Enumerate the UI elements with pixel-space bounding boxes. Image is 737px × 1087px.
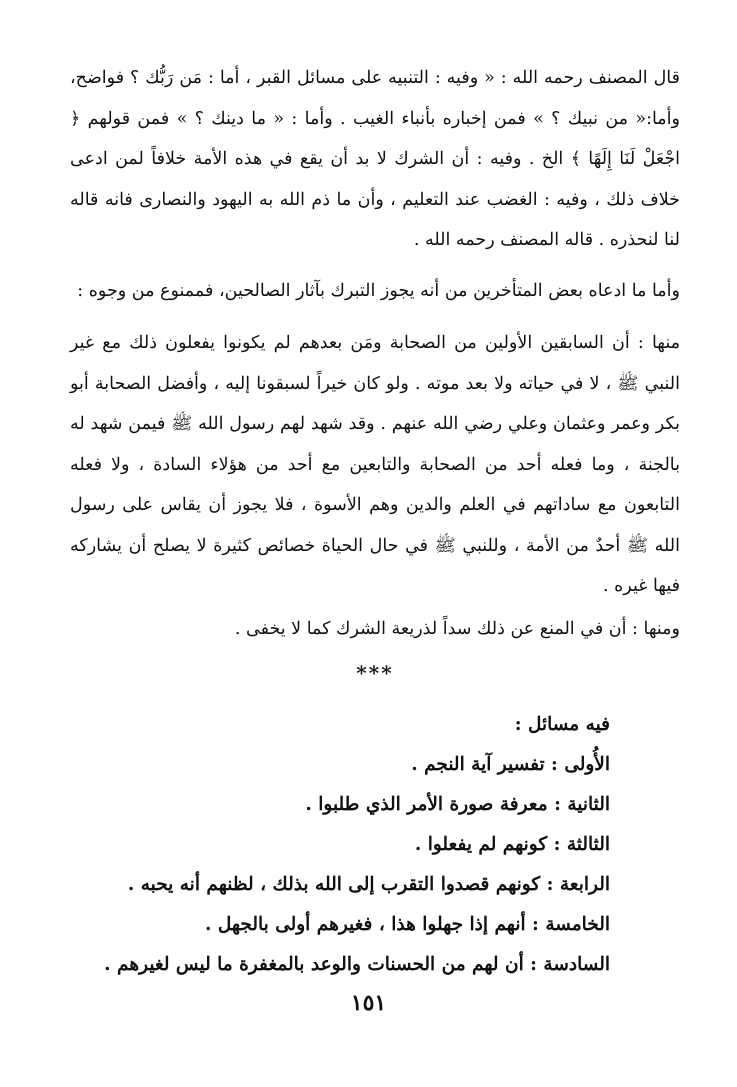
issue-item: الأُولى : تفسير آية النجم . xyxy=(411,754,610,775)
issue-item: الرابعة : كونهم قصدوا التقرب إلى الله بذلك ، لظنهم أنه يحبه . xyxy=(127,874,610,895)
page-body xyxy=(70,58,680,985)
issues-list xyxy=(70,705,610,985)
issue-item: السادسة : أن لهم من الحسنات والوعد بالمغفرة ما ليس لغيرهم . xyxy=(104,954,610,975)
paragraph-second-reason: ومنها : أن في المنع عن ذلك سداً لذريعة الشرك كما لا يخفى . xyxy=(234,618,680,639)
issue-item: الخامسة : أنهم إذا جهلوا هذا ، فغيرهم أولى بالجهل . xyxy=(204,914,610,935)
paragraph-author-comment: قال المصنف رحمه الله : « وفيه : التنبيه على مسائل القبر ، أما : مَن رَبُّك ؟ فواضح، وأما:« من نبيك ؟ » فمن إخباره بأنباء الغيب . وأما : « ما دينك ؟ » فمن قولهم ﴿ اجْعَلْ لَنَا إِلَهًا ﴾ الخ . وفيه : أن الشرك لا بد أن يقع في هذه الأمة خلافاً لمن ادعى خلاف ذلك ، وفيه : الغضب عند التعليم ، وأن ما ذم الله به اليهود والنصارى فانه قاله لنا لنحذره . قاله المصنف رحمه الله . xyxy=(70,68,680,250)
issue-item: الثانية : معرفة صورة الأمر الذي طلبوا . xyxy=(305,794,610,815)
page-number: ١٥١ xyxy=(350,990,387,1016)
paragraph-tabarruk-claim: وأما ما ادعاه بعض المتأخرين من أنه يجوز التبرك بآثار الصالحين، فممنوع من وجوه : xyxy=(77,280,680,301)
issues-title: فيه مسائل : xyxy=(514,714,610,735)
issue-item: الثالثة : كونهم لم يفعلوا . xyxy=(414,834,610,855)
paragraph-first-reason: منها : أن السابقين الأولين من الصحابة ومَن بعدهم لم يكونوا يفعلون ذلك مع غير النبي ﷺ ، لا في حياته ولا بعد موته . ولو كان خيراً لسبقونا إليه ، وأفضل الصحابة أبو بكر وعمر وعثمان وعلي رضي الله عنهم . وقد شهد لهم رسول الله ﷺ فيمن شهد له بالجنة ، وما فعله أحد من الصحابة والتابعين مع أحد من هؤلاء السادة ، ولا فعله التابعون مع ساداتهم في العلم والدين وهم الأسوة ، فلا يجوز أن يقاس على رسول الله ﷺ أحدٌ من الأمة ، وللنبي ﷺ في حال الحياة خصائص كثيرة لا يصلح أن يشاركه فيها غيره . xyxy=(70,333,680,596)
section-separator: *** xyxy=(356,661,394,685)
